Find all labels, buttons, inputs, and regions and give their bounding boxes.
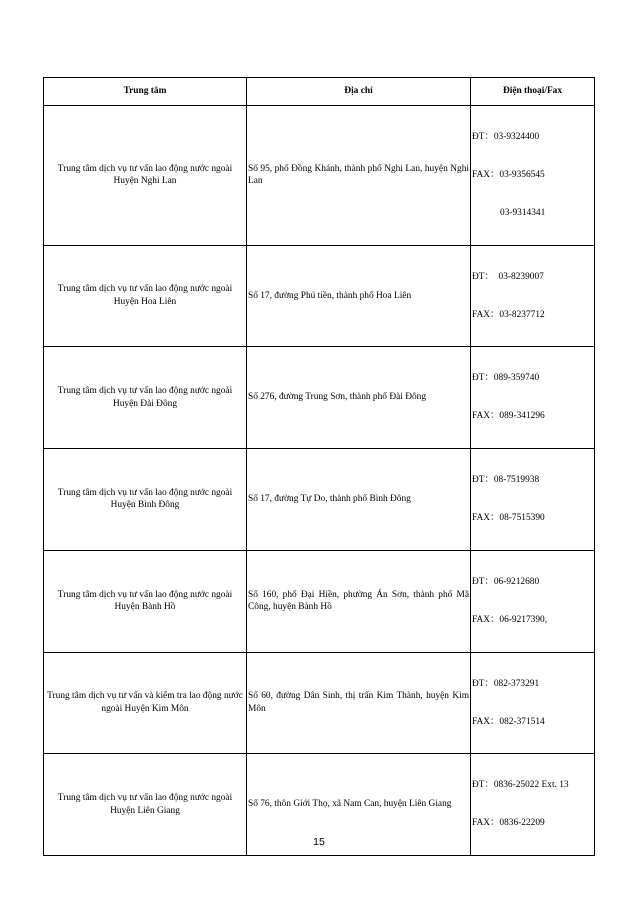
phone-number: ĐT：08-7519938 [472, 475, 540, 486]
center-address: Số 276, đường Trung Sơn, thành phố Đài Đông [247, 347, 471, 449]
center-phone-fax [471, 449, 595, 551]
header-phone-fax: Điện thoại/Fax [471, 78, 595, 106]
table-row [44, 245, 595, 347]
center-phone-fax [471, 245, 595, 347]
center-name: Trung tâm dịch vụ tư vấn lao động nước ngoài Huyện Bình Đông [44, 449, 247, 551]
fax-number-secondary: 03-9314341 [500, 207, 546, 218]
center-address: Số 60, đường Dân Sinh, thị trấn Kim Thành, huyện Kim Môn [247, 652, 471, 754]
fax-number: FAX：089-341296 [472, 411, 545, 422]
phone-number: ĐT：082-373291 [472, 678, 540, 689]
fax-number: FAX：03-8237712 [472, 309, 545, 320]
fax-number: FAX：03-9356545 [472, 169, 545, 180]
table-row [44, 449, 595, 551]
center-name: Trung tâm dịch vụ tư vấn lao động nước ngoài Huyện Hoa Liên [44, 245, 247, 347]
phone-number: ĐT：03-9324400 [472, 132, 540, 143]
phone-number: ĐT：06-9212680 [472, 576, 540, 587]
table-header-row [44, 78, 595, 106]
center-name: Trung tâm dịch vụ tư vấn lao động nước ngoài Huyện Bành Hồ [44, 550, 247, 652]
page-number: 15 [313, 836, 325, 848]
phone-number: ĐT：0836-25022 Ext. 13 [472, 780, 569, 791]
center-phone-fax [471, 106, 595, 246]
labor-centers-table [43, 77, 595, 856]
center-address: Số 95, phố Đồng Khánh, thành phố Nghi Lan, huyện Nghi Lan [247, 106, 471, 246]
center-name: Trung tâm dịch vụ tư vấn lao động nước ngoài Huyện Đài Đông [44, 347, 247, 449]
center-address: Số 17, đường Phú tiền, thành phố Hoa Liên [247, 245, 471, 347]
center-phone-fax [471, 550, 595, 652]
table-row [44, 550, 595, 652]
header-center: Trung tâm [44, 78, 247, 106]
phone-number: ĐT：089-359740 [472, 373, 540, 384]
center-phone-fax [471, 652, 595, 754]
table-row [44, 347, 595, 449]
fax-number: FAX：082-371514 [472, 716, 545, 727]
fax-number: FAX：06-9217390, [472, 614, 548, 625]
table-row [44, 106, 595, 246]
center-phone-fax [471, 347, 595, 449]
center-name: Trung tâm dịch vụ tư vấn lao động nước ngoài Huyện Nghi Lan [44, 106, 247, 246]
phone-number: ĐT： 03-8239007 [472, 271, 544, 282]
table-row [44, 652, 595, 754]
fax-number: FAX：0836-22209 [472, 818, 545, 829]
center-name: Trung tâm dịch vụ tư vấn lao động nước ngoài Huyện Liên Giang [44, 754, 247, 856]
fax-number: FAX：08-7515390 [472, 513, 545, 523]
center-address: Số 160, phố Đại Hiền, phường Án Sơn, thành phố Mã Công, huyện Bành Hồ [247, 550, 471, 652]
center-address: Số 76, thôn Giới Thọ, xã Nam Can, huyện Liên Giang [247, 754, 471, 856]
header-address: Địa chỉ [247, 78, 471, 106]
center-address: Số 17, đường Tự Do, thành phố Bình Đông [247, 449, 471, 551]
center-name: Trung tâm dịch vụ tư vấn và kiểm tra lao động nước ngoài Huyện Kim Môn [44, 652, 247, 754]
